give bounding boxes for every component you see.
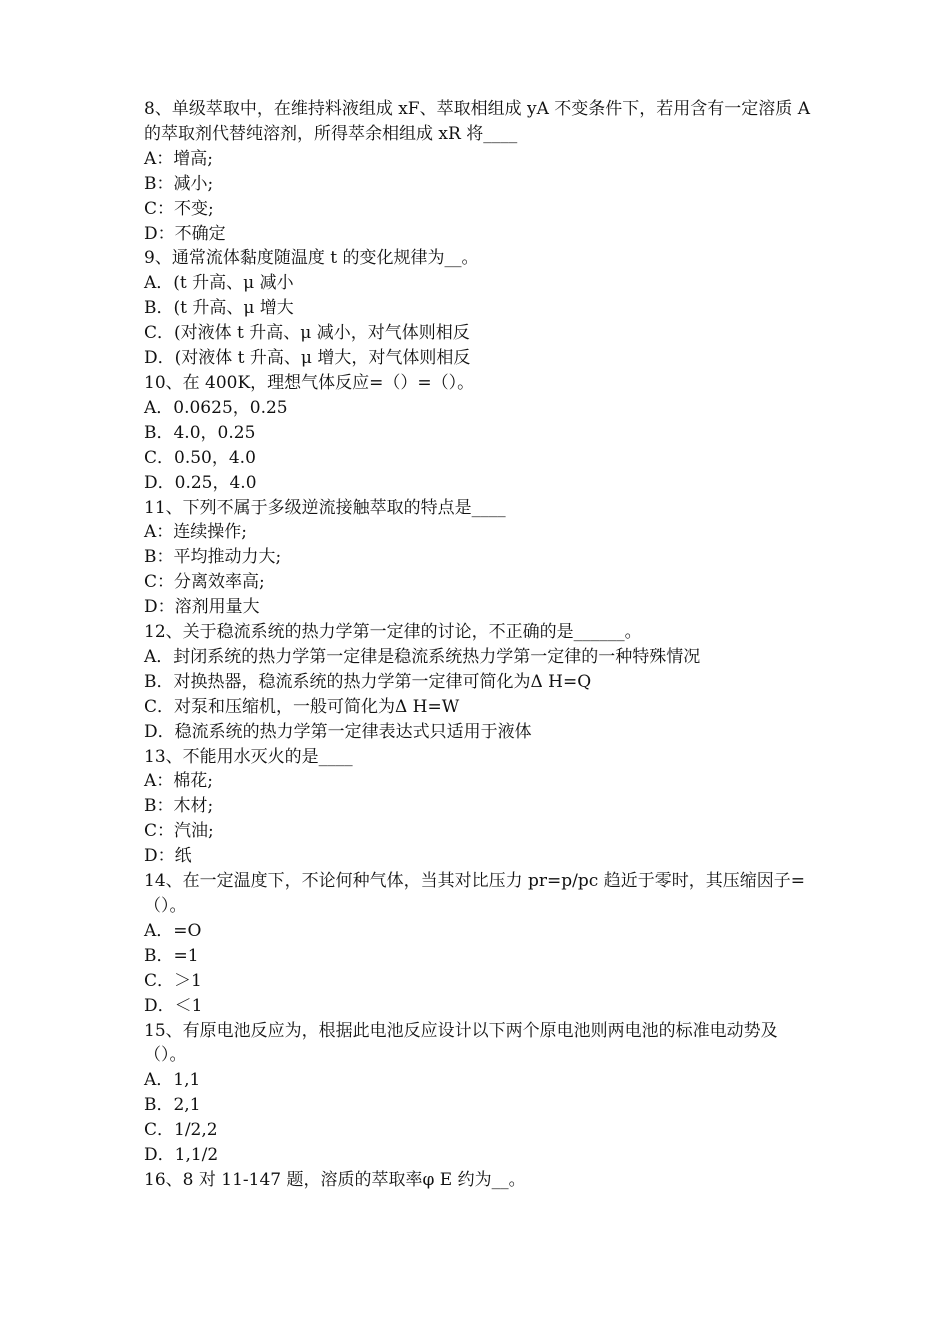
option-c: C．1/2,2 — [144, 1120, 218, 1141]
question-10 — [144, 371, 814, 496]
question-13 — [144, 745, 814, 870]
question-list — [144, 97, 814, 1193]
question-9 — [144, 246, 814, 371]
option-c: C．(对液体 t 升高、μ 减小，对气体则相反 — [144, 323, 470, 344]
question-text: 9、通常流体黏度随温度 t 的变化规律为__。 — [144, 248, 479, 269]
option-a: A：棉花; — [144, 771, 214, 792]
option-b: B．=1 — [144, 945, 199, 966]
option-a: A．1,1 — [144, 1070, 201, 1091]
question-11 — [144, 496, 814, 621]
option-d: D：纸 — [144, 846, 192, 867]
question-8 — [144, 97, 814, 246]
option-c: C．对泵和压缩机，一般可简化为Δ H=W — [144, 696, 460, 717]
question-text: 8、单级萃取中，在维持料液组成 xF、萃取相组成 yA 不变条件下，若用含有一定溶质 A 的萃取剂代替纯溶剂，所得萃余相组成 xR 将____ — [144, 99, 810, 144]
question-15 — [144, 1019, 814, 1168]
question-16 — [144, 1168, 814, 1193]
question-text: 15、有原电池反应为，根据此电池反应设计以下两个原电池则两电池的标准电动势及（）。 — [144, 1020, 778, 1066]
question-text: 11、下列不属于多级逆流接触萃取的特点是____ — [144, 497, 506, 518]
question-12 — [144, 620, 814, 745]
option-b: B．4.0，0.25 — [144, 422, 256, 443]
question-text: 16、8 对 11-147 题，溶质的萃取率φ E 约为__。 — [144, 1169, 526, 1190]
option-d: D．0.25，4.0 — [144, 472, 257, 493]
question-14 — [144, 869, 814, 1018]
option-b: B．对换热器，稳流系统的热力学第一定律可简化为Δ H=Q — [144, 671, 592, 692]
option-d: D．1,1/2 — [144, 1145, 219, 1166]
question-text: 13、不能用水灭火的是____ — [144, 746, 353, 767]
option-c: C：分离效率高; — [144, 572, 265, 593]
option-a: A．(t 升高、μ 减小 — [144, 273, 294, 294]
option-list — [144, 769, 814, 869]
option-a: A：增高; — [144, 148, 214, 169]
option-list — [144, 919, 814, 1019]
option-list — [144, 147, 814, 247]
option-a: A．=O — [144, 920, 202, 941]
option-list — [144, 1068, 814, 1168]
option-c: C．0.50，4.0 — [144, 447, 256, 468]
option-d: D．＜1 — [144, 995, 203, 1016]
option-c: C：汽油; — [144, 821, 214, 842]
option-d: D．(对液体 t 升高、μ 增大，对气体则相反 — [144, 348, 471, 369]
question-text: 14、在一定温度下，不论何种气体，当其对比压力 pr=p/pc 趋近于零时，其压缩因子=（）。 — [144, 871, 805, 916]
option-list — [144, 396, 814, 496]
option-d: D：溶剂用量大 — [144, 597, 260, 618]
option-a: A．封闭系统的热力学第一定律是稳流系统热力学第一定律的一种特殊情况 — [144, 646, 701, 667]
option-b: B：减小; — [144, 173, 214, 194]
option-b: B．(t 升高、μ 增大 — [144, 298, 294, 319]
option-d: D．稳流系统的热力学第一定律表达式只适用于液体 — [144, 721, 532, 742]
option-b: B．2,1 — [144, 1095, 201, 1116]
option-a: A．0.0625，0.25 — [144, 397, 288, 418]
option-list — [144, 271, 814, 371]
option-b: B：木材; — [144, 796, 214, 817]
option-c: C．＞1 — [144, 970, 202, 991]
option-a: A：连续操作; — [144, 522, 248, 543]
option-b: B：平均推动力大; — [144, 547, 282, 568]
question-text: 12、关于稳流系统的热力学第一定律的讨论，不正确的是______。 — [144, 622, 642, 643]
option-c: C：不变; — [144, 198, 214, 219]
option-list — [144, 520, 814, 620]
option-list — [144, 645, 814, 745]
option-d: D：不确定 — [144, 223, 226, 244]
question-text: 10、在 400K，理想气体反应=（）=（）。 — [144, 372, 475, 393]
